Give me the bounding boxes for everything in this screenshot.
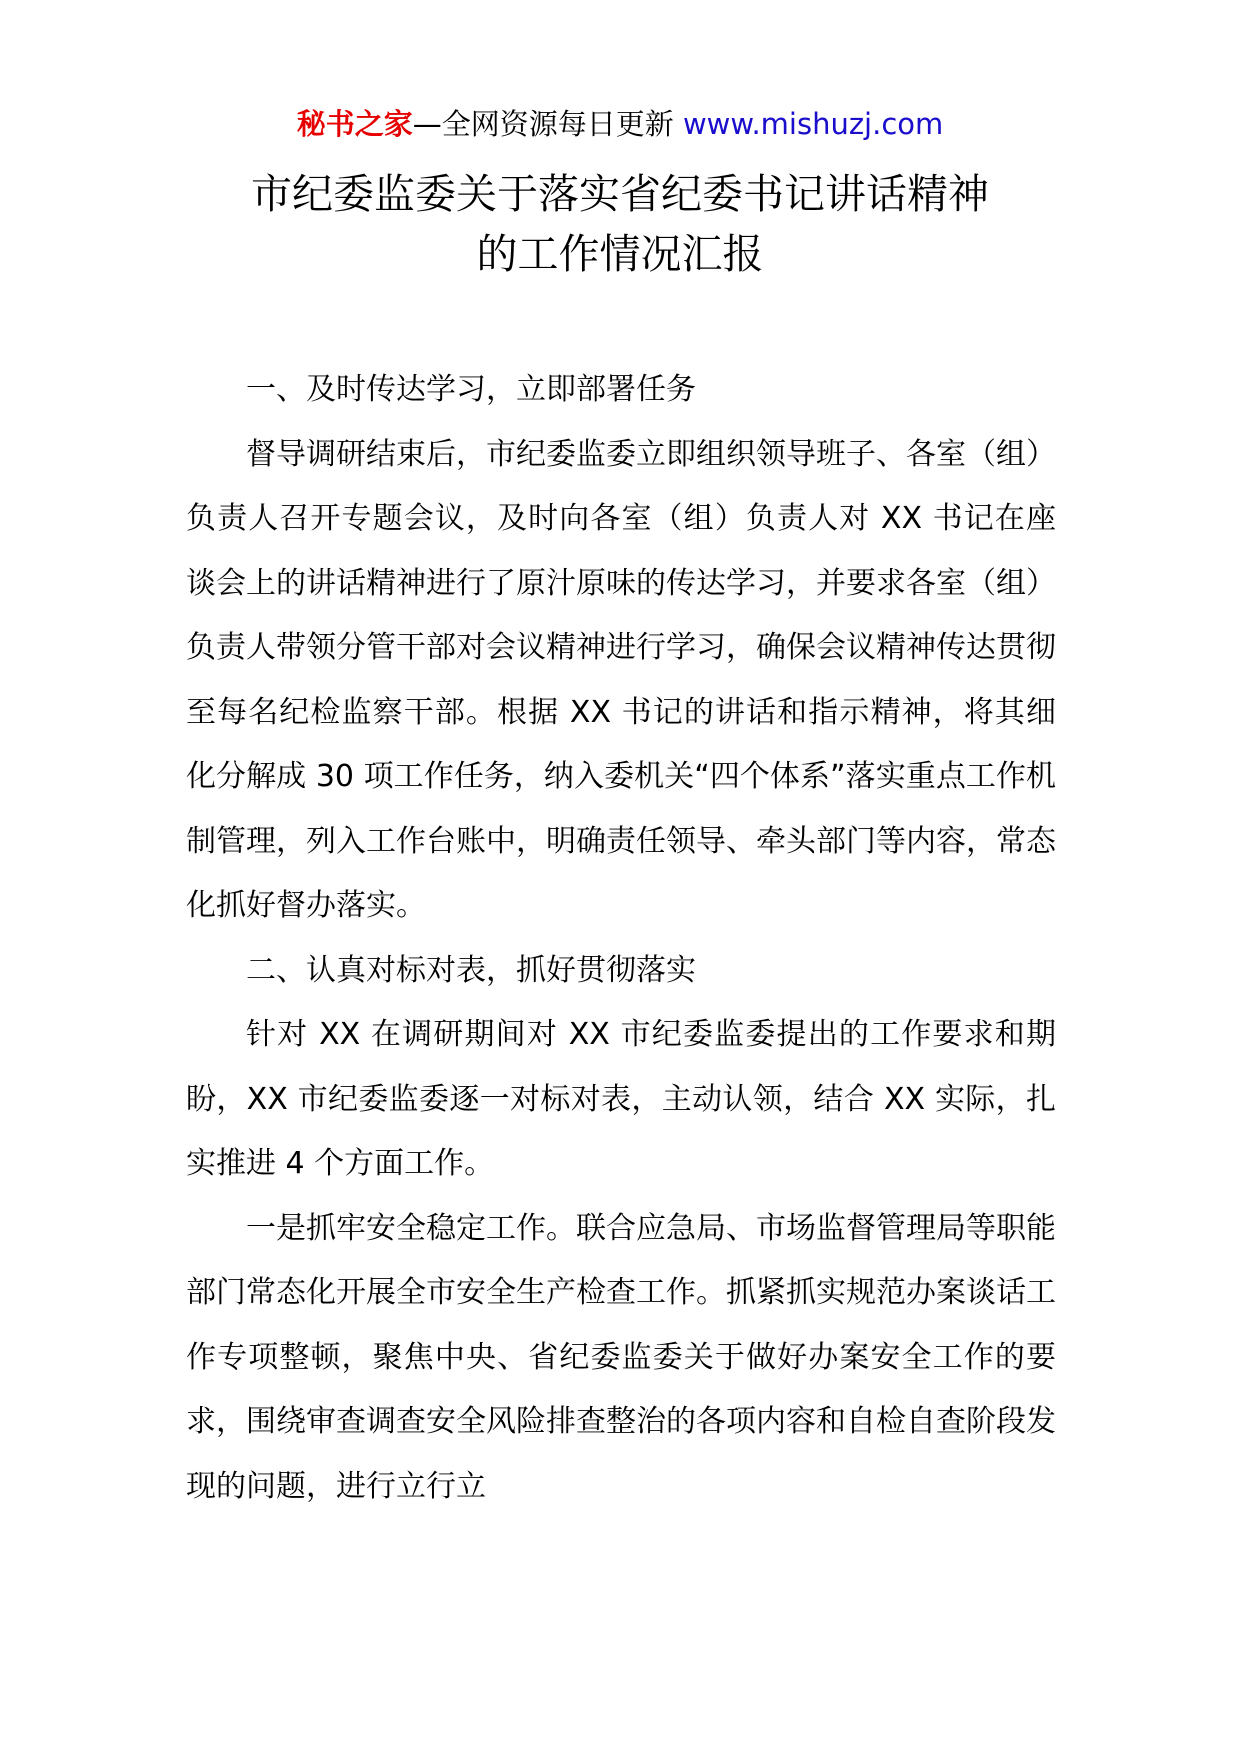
document-body <box>186 358 1056 1519</box>
section-heading-2: 二、认真对标对表，抓好贯彻落实 <box>246 952 696 988</box>
title-line-1: 市纪委监委关于落实省纪委书记讲话精神 <box>251 170 989 218</box>
paragraph-3: 一是抓牢安全稳定工作。联合应急局、市场监督管理局等职能部门常态化开展全市安全生产检查工作。抓紧抓实规范办案谈话工作专项整顿，聚焦中央、省纪委监委关于做好办案安全工作的要求，围绕审查调查安全风险排查整治的各项内容和自检自查阶段发现的问题，进行立行立 <box>186 1210 1056 1504</box>
site-header <box>0 104 1240 144</box>
header-tagline: —全网资源每日更新 <box>412 107 674 141</box>
site-url-link[interactable]: www.mishuzj.com <box>682 107 944 141</box>
title-line-2: 的工作情况汇报 <box>476 230 764 278</box>
paragraph-1: 督导调研结束后，市纪委监委立即组织领导班子、各室（组）负责人召开专题会议，及时向各室（组）负责人对 XX 书记在座谈会上的讲话精神进行了原汁原味的传达学习，并要求各室（组）负责人带领分管干部对会议精神进行学习，确保会议精神传达贯彻至每名纪检监察干部。根据 XX 书记的讲话和指示精神，将其细化分解成 30 项工作任务，纳入委机关“四个体系”落实重点工作机制管理，列入工作台账中，明确责任领导、牵头部门等内容，常态化抓好督办落实。 <box>186 436 1056 923</box>
section-heading-1: 一、及时传达学习，立即部署任务 <box>246 372 696 407</box>
document-title <box>150 164 1090 284</box>
brand-name: 秘书之家 <box>296 107 413 141</box>
paragraph-2: 针对 XX 在调研期间对 XX 市纪委监委提出的工作要求和期盼，XX 市纪委监委逐一对标对表，主动认领，结合 XX 实际，扎实推进 4 个方面工作。 <box>186 1017 1056 1181</box>
